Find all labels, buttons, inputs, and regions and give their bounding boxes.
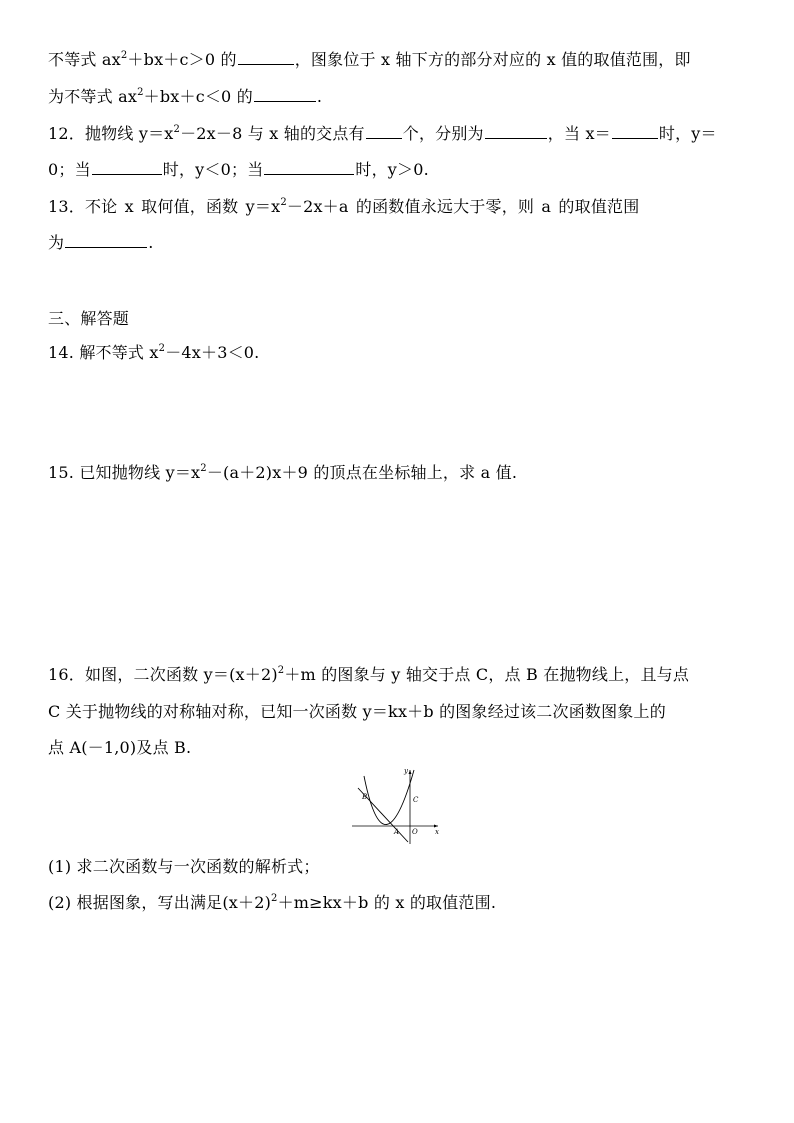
- q11-text: ，图象位于 x 轴下方的部分对应的 x 值的取值范围，即: [294, 50, 691, 69]
- q16-text: (2) 根据图象，写出满足(x＋2): [48, 893, 272, 912]
- q11-text: 为不等式 ax: [48, 87, 138, 106]
- y-axis-label: y: [404, 767, 408, 775]
- q12-text: 0；当: [48, 160, 91, 179]
- q14-text: －4x＋3＜0.: [165, 343, 260, 362]
- superscript: 2: [280, 197, 287, 208]
- section-title: 三、解答题: [48, 309, 130, 328]
- q12-text: 时，y＞0.: [355, 160, 429, 179]
- superscript: 2: [158, 343, 166, 354]
- q14-line: [48, 343, 748, 366]
- q16-part-2: [48, 893, 748, 916]
- q12-text: 时，y＝: [658, 124, 717, 143]
- q16-line-3: 点 A(－1,0)及点 B.: [48, 738, 192, 757]
- answer-blank[interactable]: [65, 233, 147, 248]
- point-c-label: C: [413, 796, 419, 804]
- x-axis-label: x: [435, 828, 439, 836]
- superscript: 2: [200, 463, 207, 474]
- answer-blank[interactable]: [264, 160, 354, 175]
- superscript: 2: [137, 87, 144, 98]
- q15-line: [48, 463, 748, 486]
- q16-line-1: [48, 665, 748, 688]
- q12-line-2: [48, 160, 748, 180]
- q12-text: 时，y＜0；当: [162, 160, 264, 179]
- q12-text: 个，分别为: [402, 124, 484, 143]
- q13-line-1: [48, 197, 748, 220]
- q15-text: 15. 已知抛物线 y＝x: [48, 463, 201, 482]
- superscript: 2: [120, 50, 128, 61]
- q16-text: ＋m≥kx＋b 的 x 的取值范围.: [277, 893, 497, 912]
- q11-line-1: [48, 50, 748, 73]
- q13-text: .: [148, 233, 154, 252]
- q11-text: 不等式 ax: [48, 50, 121, 69]
- q15-text: －(a＋2)x＋9 的顶点在坐标轴上，求 a 值.: [206, 463, 518, 482]
- q11-text: ＋bx＋c＜0 的: [143, 87, 253, 106]
- q12-text: －2x－8 与 x 轴的交点有: [180, 124, 365, 143]
- q13-text: 为: [48, 233, 65, 252]
- q12-text: ，当 x＝: [547, 124, 611, 143]
- parabola-graph: [350, 766, 442, 846]
- q11-text: .: [316, 87, 323, 106]
- answer-blank[interactable]: [366, 124, 402, 139]
- q16-part-1: (1) 求二次函数与一次函数的解析式；: [48, 857, 320, 876]
- superscript: 2: [271, 893, 278, 904]
- answer-blank[interactable]: [238, 50, 294, 65]
- y-axis-arrow: [409, 770, 412, 774]
- superscript: 2: [173, 124, 181, 135]
- answer-blank[interactable]: [254, 87, 316, 102]
- point-b-label: B: [362, 793, 368, 801]
- q16-text: 16．如图，二次函数 y＝(x＋2): [48, 665, 278, 684]
- q16-text: ＋m 的图象与 y 轴交于点 C，点 B 在抛物线上，且与点: [284, 665, 690, 684]
- q16-line-2: C 关于抛物线的对称轴对称，已知一次函数 y＝kx＋b 的图象经过该二次函数图象上的: [48, 702, 666, 721]
- q11-line-2: [48, 87, 748, 110]
- answer-blank[interactable]: [92, 160, 162, 175]
- q11-text: ＋bx＋c＞0 的: [127, 50, 237, 69]
- superscript: 2: [277, 665, 285, 676]
- answer-blank[interactable]: [612, 124, 658, 139]
- q13-text: －2x＋a 的函数值永远大于零，则 a 的取值范围: [286, 197, 640, 216]
- q14-text: 14. 解不等式 x: [48, 343, 159, 362]
- q12-line-1: [48, 124, 748, 147]
- answer-blank[interactable]: [485, 124, 547, 139]
- q13-text: 13．不论 x 取何值，函数 y＝x: [48, 197, 281, 216]
- point-a-label: A: [394, 828, 400, 836]
- parabola-curve: [364, 770, 414, 825]
- origin-label: O: [412, 828, 418, 836]
- parabola-figure: [350, 766, 442, 846]
- q13-line-2: [48, 233, 748, 253]
- q12-text: 12．抛物线 y＝x: [48, 124, 174, 143]
